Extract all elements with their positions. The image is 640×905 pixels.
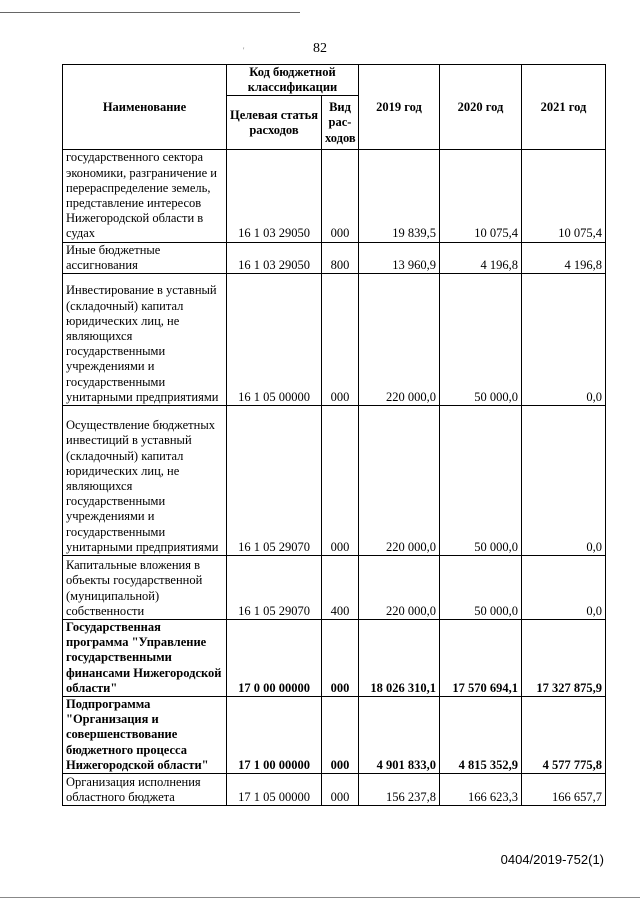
row-target-code: 16 1 03 29050	[227, 150, 322, 242]
header-code-target: Целевая статья расходов	[227, 96, 322, 150]
row-target-code: 16 1 05 29070	[227, 556, 322, 620]
row-type-code: 000	[322, 697, 359, 774]
header-name: Наименование	[63, 65, 227, 150]
row-value-2021: 4 196,8	[522, 242, 606, 273]
row-target-code: 17 0 00 00000	[227, 620, 322, 697]
row-value-2020: 166 623,3	[440, 774, 522, 806]
row-name: Подпрограмма "Организация и совершенствование бюджетного процесса Нижегородской области"	[63, 697, 227, 774]
row-type-code: 400	[322, 556, 359, 620]
row-value-2020: 17 570 694,1	[440, 620, 522, 697]
row-value-2021: 0,0	[522, 406, 606, 556]
row-name: Организация исполнения областного бюджета	[63, 774, 227, 806]
top-rule	[0, 12, 300, 13]
row-type-code: 800	[322, 242, 359, 273]
row-value-2021: 4 577 775,8	[522, 697, 606, 774]
table-row	[63, 620, 606, 697]
row-type-code: 000	[322, 774, 359, 806]
row-value-2019: 220 000,0	[359, 556, 440, 620]
row-value-2020: 4 815 352,9	[440, 697, 522, 774]
bottom-rule	[0, 897, 640, 898]
table-row	[63, 274, 606, 406]
row-value-2021: 0,0	[522, 556, 606, 620]
header-2019: 2019 год	[359, 65, 440, 150]
table-row	[63, 150, 606, 242]
row-target-code: 16 1 05 00000	[227, 274, 322, 406]
scan-dot: '	[243, 46, 245, 55]
row-name: Осуществление бюджетных инвестиций в уставный (складочный) капитал юридических лиц, не являющихся государственными учреждениями и государственными унитарными предприятиями	[63, 406, 227, 556]
row-target-code: 17 1 00 00000	[227, 697, 322, 774]
header-row	[63, 65, 606, 96]
row-target-code: 17 1 05 00000	[227, 774, 322, 806]
table-row	[63, 406, 606, 556]
document-code: 0404/2019-752(1)	[500, 852, 604, 867]
row-value-2019: 220 000,0	[359, 406, 440, 556]
row-value-2020: 50 000,0	[440, 406, 522, 556]
row-target-code: 16 1 05 29070	[227, 406, 322, 556]
budget-table	[62, 64, 606, 806]
row-name: Иные бюджетные ассигнования	[63, 242, 227, 273]
row-name: Государственная программа "Управление государственными финансами Нижегородской области"	[63, 620, 227, 697]
table-row	[63, 697, 606, 774]
table-row	[63, 556, 606, 620]
row-name: Инвестирование в уставный (складочный) капитал юридических лиц, не являющихся государственными учреждениями и государственными унитарными предприятиями	[63, 274, 227, 406]
row-value-2019: 4 901 833,0	[359, 697, 440, 774]
row-value-2019: 220 000,0	[359, 274, 440, 406]
row-value-2021: 17 327 875,9	[522, 620, 606, 697]
row-value-2021: 166 657,7	[522, 774, 606, 806]
row-value-2019: 18 026 310,1	[359, 620, 440, 697]
header-2020: 2020 год	[440, 65, 522, 150]
row-type-code: 000	[322, 620, 359, 697]
row-value-2021: 0,0	[522, 274, 606, 406]
row-value-2020: 50 000,0	[440, 274, 522, 406]
row-value-2020: 50 000,0	[440, 556, 522, 620]
row-value-2019: 19 839,5	[359, 150, 440, 242]
row-target-code: 16 1 03 29050	[227, 242, 322, 273]
row-value-2020: 10 075,4	[440, 150, 522, 242]
table-row	[63, 242, 606, 273]
row-type-code: 000	[322, 274, 359, 406]
table-row	[63, 774, 606, 806]
row-name: государственного сектора экономики, разграничение и перераспределение земель, представление интересов Нижегородской области в судах	[63, 150, 227, 242]
header-code-type: Вид рас-ходов	[322, 96, 359, 150]
header-2021: 2021 год	[522, 65, 606, 150]
row-value-2019: 13 960,9	[359, 242, 440, 273]
row-type-code: 000	[322, 406, 359, 556]
header-code-group: Код бюджетной классификации	[227, 65, 359, 96]
row-type-code: 000	[322, 150, 359, 242]
page-number: 82	[313, 41, 327, 56]
row-value-2021: 10 075,4	[522, 150, 606, 242]
row-name: Капитальные вложения в объекты государственной (муниципальной) собственности	[63, 556, 227, 620]
row-value-2019: 156 237,8	[359, 774, 440, 806]
row-value-2020: 4 196,8	[440, 242, 522, 273]
